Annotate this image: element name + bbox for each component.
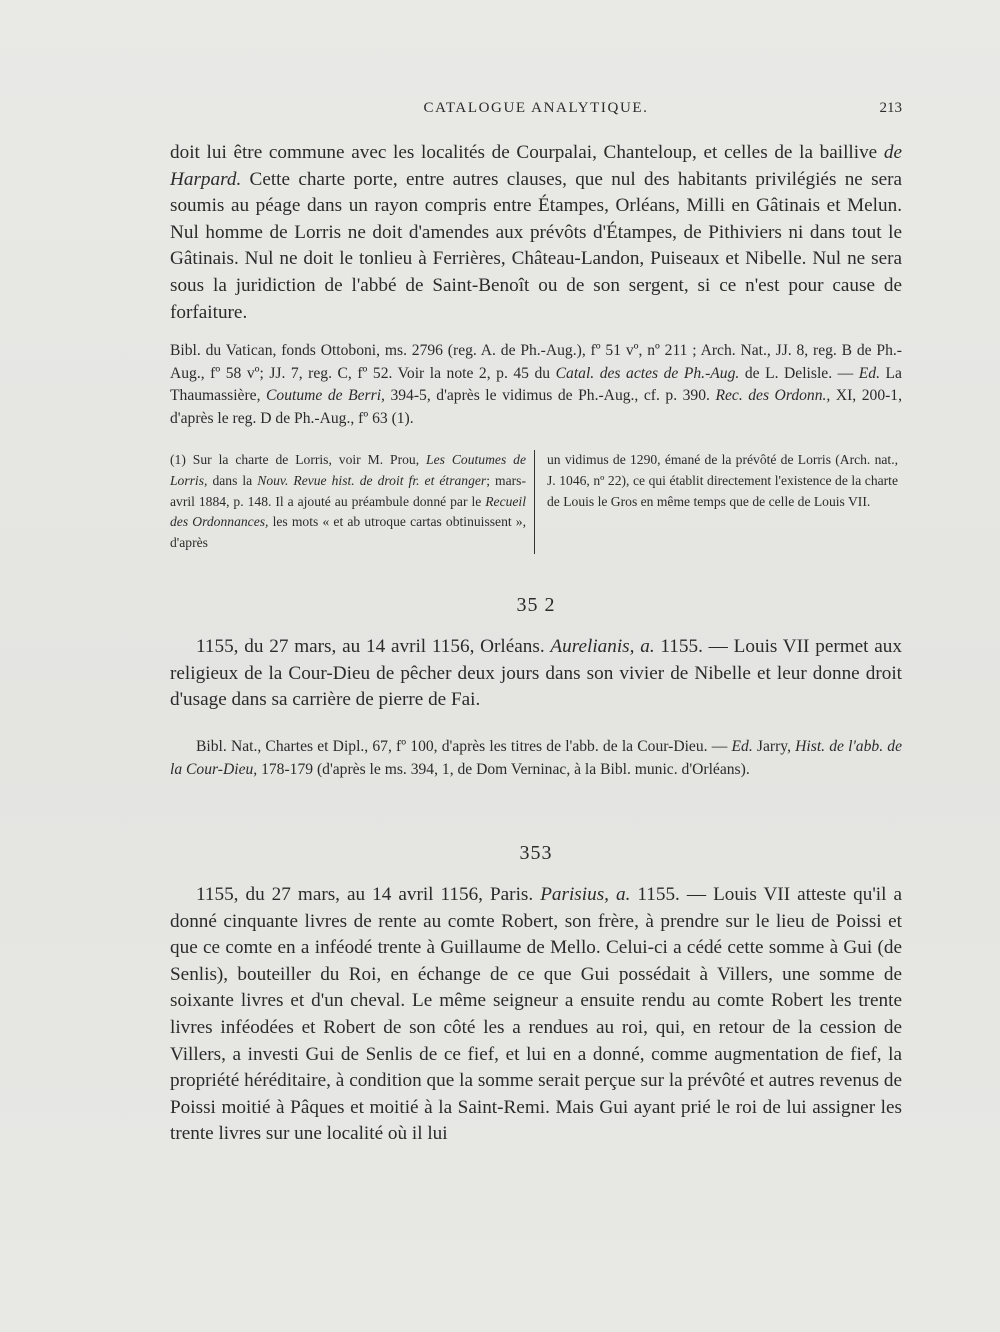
source-italic: Hist. de l'abb. de la Cour-Dieu,: [170, 738, 902, 778]
source-italic: Coutume de Berri,: [266, 387, 385, 405]
footnote: [170, 450, 902, 554]
footnote-text: (1) Sur la charte de Lorris, voir M. Prou,: [170, 452, 427, 467]
running-title: CATALOGUE ANALYTIQUE.: [423, 100, 649, 116]
entry-352-sources: [170, 736, 902, 781]
footnote-text: ; mars-avril 1884, p. 148. Il a ajouté au préambule donné par le: [170, 472, 526, 509]
source-italic: Ed.: [731, 738, 753, 755]
footnote-right-column: un vidimus de 1290, émané de la prévôté de Lorris (Arch. nat., J. 1046, nº 22), ce qui établit directement l'existence de la charte de Louis le Gros en même temps que de celle de Louis VII.: [534, 450, 898, 554]
source-text: 394-5, d'après le vidimus de Ph.-Aug., cf. p. 390.: [384, 387, 716, 405]
source-text: La Thaumassière,: [170, 364, 902, 405]
footnote-left-column: [170, 450, 534, 554]
source-text: XI, 200-1, d'après le reg. D de Ph.-Aug., fº 63 (1).: [170, 387, 902, 427]
continuation-text: doit lui être commune avec les localités de Courpalai, Chanteloup, et celles de la baillive: [170, 142, 884, 163]
continuation-text-rest: Cette charte porte, entre autres clauses, que nul des habitants privilégiés ne sera soumis au péage dans un rayon compris entre Étampes, Orléans, Milli en Gâtinais et Melun. Nul homme de Lorris ne doit d'amendes aux prévôts d'Étampes, de Pithiviers ni dans tout le Gâtinais. Nul ne doit le tonlieu à Ferrières, Château-Landon, Puiseaux et Nibelle. Nul ne sera sous la juridiction de l'abbé de Saint-Benoît ou de son sergent, si ce n'est pour cause de forfaiture.: [170, 168, 902, 323]
page-number: 213: [879, 100, 902, 116]
entry-352-text: [170, 634, 902, 714]
footnote-text: dans la: [207, 472, 258, 488]
source-text: 178-179 (d'après le ms. 394, 1, de Dom Verninac, à la Bibl. munic. d'Orléans).: [257, 760, 750, 778]
entry-text: 1155. — Louis VII permet aux religieux de la Cour-Dieu de pêcher deux jours dans son vivier de Nibelle et leur donne droit d'usage dans sa carrière de pierre de Fai.: [170, 636, 902, 711]
source-text: Jarry,: [752, 738, 796, 755]
source-italic: Rec. des Ordonn.,: [715, 387, 831, 405]
entry-italic: Aurelianis, a.: [550, 636, 655, 657]
entry-353-text: [170, 882, 902, 1148]
sources-paragraph: [170, 340, 902, 430]
entry-text: 1155, du 27 mars, au 14 avril 1156, Paris.: [196, 884, 541, 905]
footnote-text: les mots « et ab utroque cartas obtinuissent », d'après: [170, 514, 526, 551]
footnote-italic: Recueil des Ordonnances,: [170, 493, 526, 530]
source-text: Bibl. du Vatican, fonds Ottoboni, ms. 2796 (reg. A. de Ph.-Aug.), fº 51 vº, nº 211 ; Arch. Nat., JJ. 8, reg. B de Ph.-Aug., fº 58 vº; JJ. 7, reg. C, fº 52. Voir la note 2, p. 45 du: [170, 342, 902, 382]
footnote-italic: Les Coutumes de Lorris,: [170, 452, 526, 488]
entry-text: 1155, du 27 mars, au 14 avril 1156, Orléans.: [196, 636, 551, 657]
source-text: Bibl. Nat., Chartes et Dipl., 67, fº 100, d'après les titres de l'abb. de la Cour-Dieu. —: [196, 738, 732, 755]
source-italic: Ed.: [858, 364, 880, 382]
page-header: [170, 100, 902, 128]
source-italic: Catal. des actes de Ph.-Aug.: [555, 364, 740, 382]
entry-text: 1155. — Louis VII atteste qu'il a donné cinquante livres de rente au comte Robert, son frère, à prendre sur le lieu de Poissi et que ce comte en a inféodé trente à Guillaume de Mello. Celui-ci a cédé cette somme à Gui (de Senlis), bouteiller du Roi, en échange de ce que Gui possédait à Villers, une somme de soixante livres et d'un cheval. Le même seigneur a ensuite rendu au comte Robert les trente livres inféodées et Robert de son côté les a rendues au roi, qui, en retour de la cession de Villers, a investi Gui de Senlis de ce fief, et lui en a donné, comme augmentation de fief, la propriété héréditaire, à condition que la somme serait perçue sur la prévôté et autres revenus de Poissi moitié à Pâques et moitié à la Saint-Remi. Mais Gui ayant prié le roi de lui assigner les trente livres sur une localité où il lui: [170, 884, 902, 1145]
continuation-paragraph: [170, 140, 902, 326]
entry-italic: Parisius, a.: [540, 884, 631, 905]
continuation-italic: de Harpard.: [170, 142, 902, 190]
source-text: de L. Delisle. —: [739, 364, 859, 382]
entry-number-353: 353: [519, 842, 553, 864]
footnote-italic: Nouv. Revue hist. de droit fr. et étranger: [257, 472, 487, 488]
entry-number-352: 35 2: [516, 594, 556, 616]
